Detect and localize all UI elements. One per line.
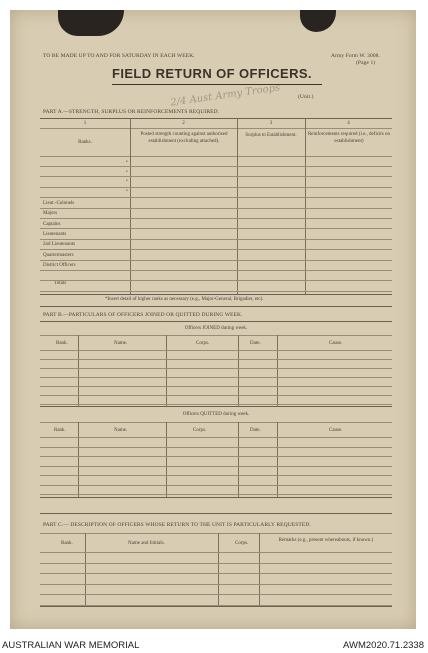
part-a-col-divider [237, 118, 238, 294]
part-a-row-rule [40, 187, 392, 188]
joined-row-rule [40, 386, 392, 387]
form-id: Army Form W. 3008. [331, 53, 381, 59]
part-a-row-rule [40, 176, 392, 177]
quitted-row-rule [40, 466, 392, 467]
col-header-ranks: Ranks. [78, 140, 92, 145]
part-c-col-divider [218, 533, 219, 606]
rank-entry-marker: • [126, 189, 128, 194]
part-a-col-divider [130, 118, 131, 294]
part-c-heading: PART C.— DESCRIPTION OF OFFICERS WHOSE RETURN TO THE UNIT IS PARTICULARLY REQUESTED. [43, 522, 311, 528]
part-a-row-rule [40, 249, 392, 250]
rank-entry-marker: • [126, 160, 128, 165]
form-title: FIELD RETURN OF OFFICERS. [112, 66, 312, 81]
part-a-end-rule [40, 306, 392, 307]
part-a-row-rule [40, 270, 392, 271]
quitted-row-rule [40, 447, 392, 448]
quitted-row-rule [40, 475, 392, 476]
title-underline [112, 84, 322, 85]
part-a-row-rule [40, 166, 392, 167]
part-a-bottom-rule [40, 294, 392, 295]
part-c-row-rule [40, 573, 392, 574]
rank-label: Captains [43, 222, 61, 227]
col-number-3: 3 [269, 121, 273, 126]
part-c-col-corps: Corps. [235, 541, 249, 546]
totals-label: Totals [54, 281, 67, 286]
part-c-heading-rule [40, 533, 392, 534]
part-c-col-divider [85, 533, 86, 606]
part-a-row-rule [40, 239, 392, 240]
joined-row-rule [40, 377, 392, 378]
footer-accession-number: AWM2020.71.2338 [343, 640, 424, 651]
joined-row-rule [40, 404, 392, 405]
part-c-row-rule [40, 563, 392, 564]
rank-entry-marker: • [126, 170, 128, 175]
part-a-row-rule [40, 208, 392, 209]
col-header-reinforcements: Reinforcements required (i.e., deficits on establishment) [307, 132, 391, 144]
quitted-col-rank: Rank. [54, 428, 66, 433]
part-c-top-rule [40, 513, 392, 514]
quitted-title: Officers QUITTED during week. [182, 412, 250, 417]
joined-row-rule [40, 350, 392, 351]
rank-label: District Officers [43, 263, 76, 268]
instruction-text: TO BE MADE UP TO AND FOR SATURDAY IN EACH WEEK. [43, 53, 195, 59]
col-number-1: 1 [83, 121, 87, 126]
quitted-col-name: Name. [114, 428, 128, 433]
joined-row-rule [40, 395, 392, 396]
part-c-col-remarks: Remarks (e.g., present whereabouts, if known.) [278, 538, 374, 543]
col-header-surplus: Surplus to Establishment. [245, 133, 297, 138]
unit-label: (Unit.) [298, 94, 314, 100]
quitted-row-rule [40, 456, 392, 457]
part-c-row-rule [40, 552, 392, 553]
quitted-title-rule [40, 422, 392, 423]
joined-row-rule [40, 359, 392, 360]
page-number: (Page 1) [356, 60, 376, 66]
rank-entry-marker: • [126, 179, 128, 184]
part-c-row-rule [40, 584, 392, 585]
part-c-col-divider [259, 533, 260, 606]
part-c-row-rule [40, 605, 392, 606]
joined-col-rank: Rank. [56, 341, 68, 346]
joined-title-rule [40, 335, 392, 336]
joined-col-name: Name. [114, 341, 128, 346]
part-c-bottom-rule [40, 606, 392, 607]
part-c-col-rank: Rank. [61, 541, 73, 546]
handwritten-unit: 2/4 Aust Army Troops [169, 82, 281, 109]
part-a-row-rule [40, 218, 392, 219]
part-a-heading: PART A.—STRENGTH, SURPLUS OR REINFORCEMENTS REQUIRED. [43, 109, 220, 115]
quitted-row-rule [40, 437, 392, 438]
quitted-col-corps: Corps. [193, 428, 207, 433]
quitted-col-date: Date. [250, 428, 261, 433]
col-number-4: 4 [347, 121, 350, 126]
quitted-row-rule [40, 485, 392, 486]
joined-row-rule [40, 368, 392, 369]
joined-bottom-rule [40, 406, 392, 407]
joined-col-cause: Cause. [329, 341, 343, 346]
part-a-col-divider [305, 118, 306, 294]
quitted-row-rule [40, 494, 392, 495]
joined-col-date: Date. [250, 341, 261, 346]
part-a-header-rule [40, 156, 392, 157]
part-a-top-rule [40, 118, 392, 119]
rank-label: Lieutenants [43, 232, 67, 237]
col-header-posted: Posted strength counting against authorised establishment (excluding attached). [140, 132, 228, 144]
part-a-row-rule [40, 280, 392, 281]
rank-label: Quartermasters [43, 253, 74, 258]
quitted-col-cause: Cause. [329, 428, 343, 433]
part-c-col-name: Name and Initials. [128, 541, 165, 546]
rank-label: 2nd Lieutenants [43, 242, 76, 247]
rank-label: Majors [43, 211, 58, 216]
quitted-bottom-rule [40, 497, 392, 498]
rank-label: Lieut.-Colonels [43, 201, 75, 206]
col-number-2: 2 [182, 121, 185, 126]
joined-col-corps: Corps. [196, 341, 210, 346]
part-a-row-rule [40, 260, 392, 261]
part-a-footnote: *Insert detail of higher ranks as necessary (e.g., Major-General, Brigadier, etc). [105, 297, 264, 302]
joined-title: Officers JOINED during week. [184, 326, 248, 331]
part-b-top-rule [40, 321, 392, 322]
part-a-row-rule [40, 197, 392, 198]
part-a-row-rule [40, 228, 392, 229]
footer-credit: AUSTRALIAN WAR MEMORIAL [2, 640, 140, 651]
part-b-heading: PART B.—PARTICULARS OF OFFICERS JOINED OR QUITTED DURING WEEK. [43, 312, 243, 318]
form-paper [10, 10, 416, 629]
part-c-row-rule [40, 594, 392, 595]
part-a-number-rule [40, 128, 392, 129]
part-a-row-rule [40, 291, 392, 292]
